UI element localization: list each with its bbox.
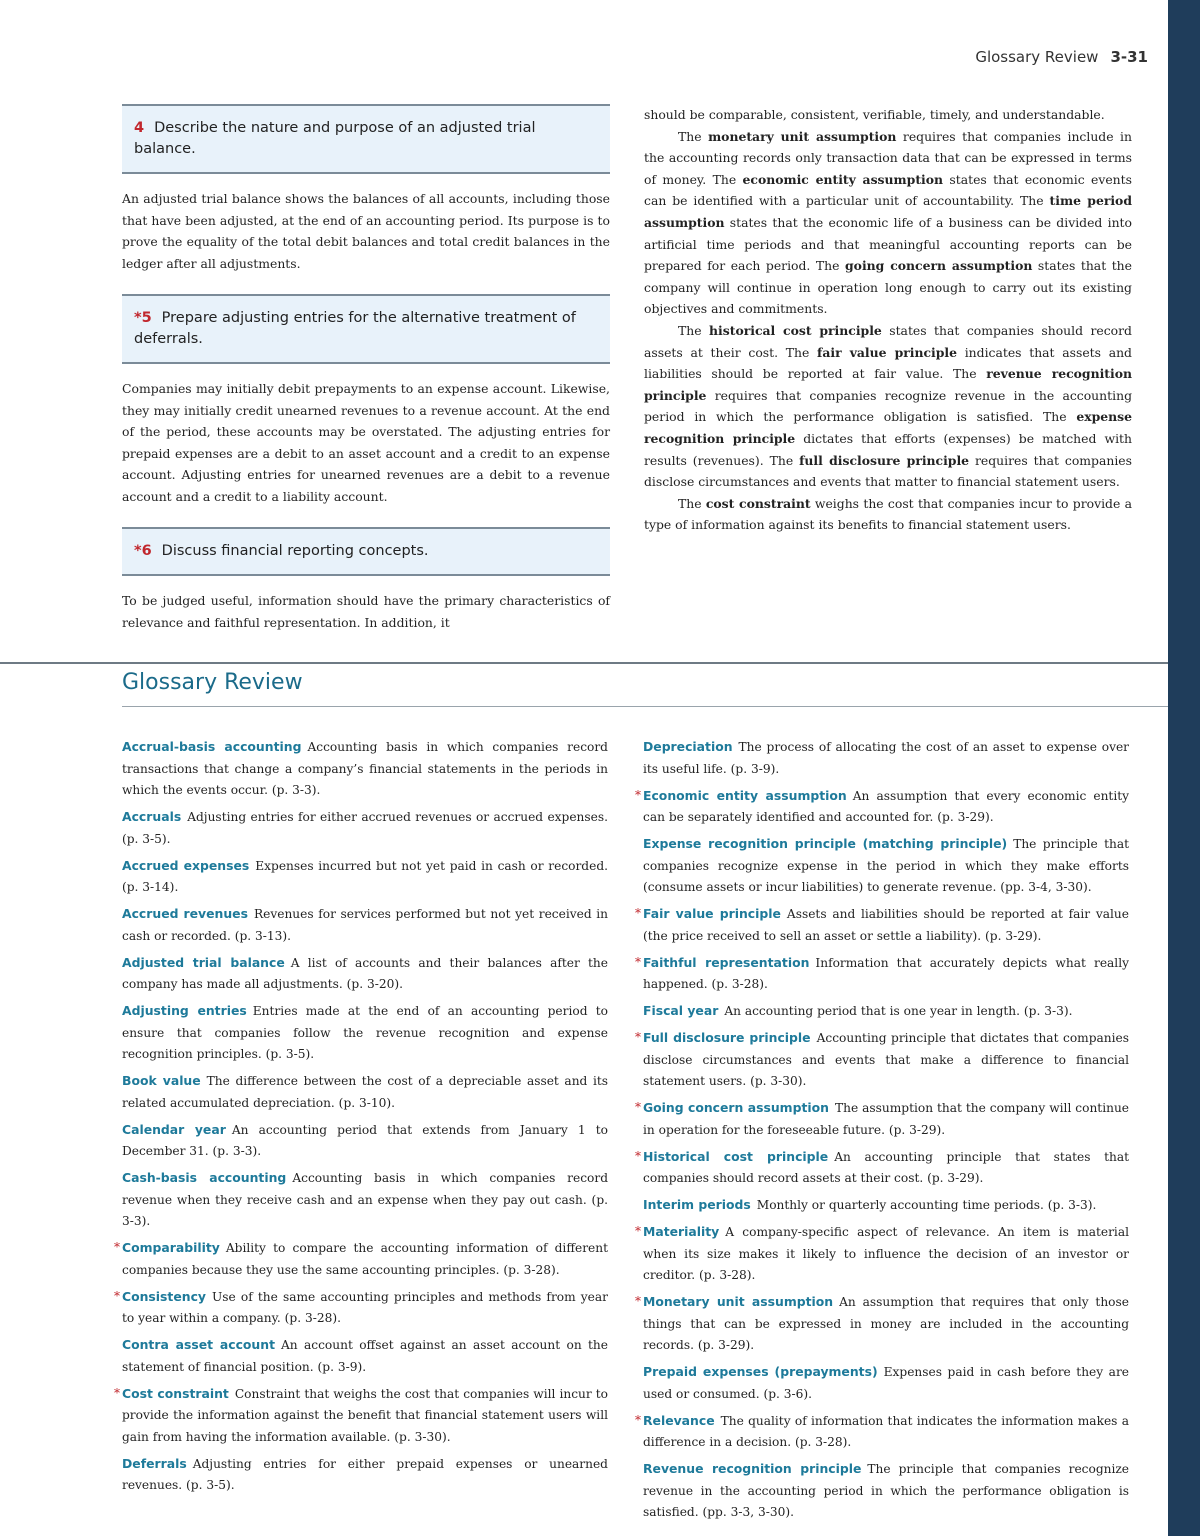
glossary-entry <box>643 1361 1129 1405</box>
glossary-entry <box>643 1000 1129 1023</box>
glossary-left-column <box>114 736 609 1501</box>
asterisk-marker: * <box>635 1294 641 1308</box>
glossary-term: Faithful representation <box>643 954 810 970</box>
glossary-definition: An assumption that requires that only those things that can be expressed in money are included in the accounting records. (p. 3-29). <box>643 1295 1129 1352</box>
objective-number: *5 <box>134 310 152 326</box>
header-title: Glossary Review <box>975 48 1099 66</box>
objective-title: Describe the nature and purpose of an adjusted trial balance. <box>134 120 536 157</box>
glossary-definition: Constraint that weighs the cost that companies will incur to provide the information against the benefit that financial statement users will gain from having the information available. (p. 3-30). <box>122 1386 608 1444</box>
glossary-definition: The difference between the cost of a depreciable asset and its related accumulated depreciation. (p. 3-10). <box>122 1074 609 1110</box>
glossary-definition: Assets and liabilities should be reported at fair value (the price received to sell an asset or settle a liability). (p. 3-29). <box>643 907 1129 943</box>
glossary-term: Consistency <box>122 1288 206 1304</box>
page-number: 3-31 <box>1110 48 1148 66</box>
glossary-term: Cost constraint <box>122 1385 229 1401</box>
glossary-entry <box>635 1410 1129 1454</box>
objective-heading-5 <box>122 294 610 364</box>
asterisk-marker: * <box>635 1030 641 1044</box>
glossary-term: Revenue recognition principle <box>643 1461 862 1476</box>
glossary-term: Accruals <box>122 809 182 824</box>
glossary-term: Monetary unit assumption <box>643 1294 834 1309</box>
glossary-entry <box>122 903 608 947</box>
glossary-entry <box>635 1097 1130 1141</box>
asterisk-marker: * <box>114 1385 120 1400</box>
key-term: cost constraint <box>705 495 811 511</box>
glossary-definition: An accounting period that extends from January 1 to December 31. (p. 3-3). <box>122 1122 608 1158</box>
objective-heading-4 <box>122 104 610 174</box>
glossary-term: Expense recognition principle (matching principle) <box>643 836 1008 851</box>
glossary-entry <box>635 1146 1129 1190</box>
glossary-term: Economic entity assumption <box>643 787 847 803</box>
glossary-term: Accrual-basis accounting <box>122 739 302 754</box>
objective-title: Discuss financial reporting concepts. <box>161 543 429 559</box>
asterisk-marker: * <box>114 1240 120 1254</box>
glossary-entry <box>643 736 1129 780</box>
glossary-entry <box>635 903 1129 947</box>
glossary-definition: Expenses paid in cash before they are used or consumed. (p. 3-6). <box>643 1365 1129 1401</box>
glossary-definition: A list of accounts and their balances after the company has made all adjustments. (p. 3-20). <box>122 955 608 991</box>
glossary-definition: Expenses incurred but not yet paid in cash or recorded. (p. 3-14). <box>122 858 608 894</box>
glossary-term: Interim periods <box>643 1197 751 1212</box>
objective-number: *6 <box>134 543 152 559</box>
glossary-definition: Adjusting entries for either prepaid expenses or unearned revenues. (p. 3-5). <box>122 1456 608 1492</box>
running-header <box>975 48 1148 66</box>
glossary-entry <box>114 1286 608 1330</box>
objective-summary-6: To be judged useful, information should have the primary characteristics of relevance and faithful representation. In addition, it <box>122 593 610 630</box>
asterisk-marker: * <box>635 1224 641 1238</box>
glossary-term: Accrued revenues <box>122 906 248 921</box>
asterisk-marker: * <box>114 1288 120 1303</box>
objective-number: 4 <box>134 120 145 136</box>
glossary-entry <box>122 1334 608 1378</box>
key-term: monetary unit assumption <box>708 128 897 144</box>
glossary-entry <box>122 1070 608 1114</box>
continuation-paragraph-3: The historical cost principle states that companies should record assets at their cost. The fair value principle indicates that assets and liabilities should be reported at fair value. The revenue recognition principle requires that companies recognize revenue in the accounting period in which the performance obligation is satisfied. The expense recognition principle dictates that efforts (expenses) be matched with results (revenues). The full disclosure principle requires that companies disclose circumstances and events that matter to financial statement users. <box>644 322 1133 490</box>
glossary-term: Fair value principle <box>643 906 781 921</box>
glossary-definition: Entries made at the end of an accounting period to ensure that companies follow the revenue recognition and expense recognition principles. (p. 3-5). <box>122 1004 608 1061</box>
glossary-definition: An assumption that every economic entity can be separately identified and accounted for. (p. 3-29). <box>643 788 1129 824</box>
glossary-definition: The quality of information that indicates the information makes a difference in a decision. (p. 3-28). <box>643 1413 1129 1449</box>
glossary-term: Adjusting entries <box>122 1003 247 1018</box>
glossary-term: Full disclosure principle <box>643 1030 811 1045</box>
asterisk-marker: * <box>635 1148 641 1163</box>
glossary-term: Book value <box>122 1073 201 1088</box>
glossary-definition: The process of allocating the cost of an asset to expense over its useful life. (p. 3-9). <box>643 740 1129 776</box>
glossary-definition: The principle that companies recognize expense in the period in which they make efforts (consume assets or incur liabilities) to generate revenue. (pp. 3-4, 3-30). <box>643 837 1129 894</box>
glossary-entry <box>122 736 608 802</box>
glossary-term: Contra asset account <box>122 1337 275 1352</box>
glossary-entry <box>122 1167 608 1233</box>
glossary-definition: Use of the same accounting principles and methods from year to year within a company. (p. 3-28). <box>122 1289 608 1325</box>
glossary-term: Prepaid expenses (prepayments) <box>643 1364 878 1379</box>
glossary-definition: Accounting principle that dictates that companies disclose circumstances and events that make a difference to financial statement users. (p. 3-30). <box>643 1031 1129 1088</box>
glossary-entry <box>635 785 1129 829</box>
section-divider <box>0 662 1168 664</box>
asterisk-marker: * <box>635 787 641 802</box>
glossary-entry <box>635 1221 1129 1287</box>
glossary-definition: Monthly or quarterly accounting time periods. (p. 3-3). <box>756 1198 1097 1212</box>
glossary-entry <box>122 1000 608 1066</box>
glossary-term: Adjusted trial balance <box>122 954 285 970</box>
glossary-term: Historical cost principle <box>643 1148 829 1164</box>
glossary-term: Depreciation <box>643 739 733 754</box>
continuation-column <box>644 104 1132 536</box>
glossary-definition: A company-specific aspect of relevance. An item is material when its size makes it likely to influence the decision of an investor or creditor. (p. 3-28). <box>643 1225 1129 1282</box>
glossary-definition: Adjusting entries for either accrued revenues or accrued expenses. (p. 3-5). <box>122 810 608 846</box>
glossary-term: Cash-basis accounting <box>122 1170 287 1185</box>
glossary-definition: Accounting basis in which companies record transactions that change a company’s financial statements in the periods in which the events occur. (p. 3-3). <box>122 740 608 797</box>
glossary-definition: Revenues for services performed but not yet received in cash or recorded. (p. 3-13). <box>122 907 608 943</box>
glossary-right-column <box>635 736 1130 1528</box>
glossary-entry <box>114 1237 608 1281</box>
glossary-entry <box>635 1291 1129 1357</box>
glossary-definition: The principle that companies recognize revenue in the accounting period in which the performance obligation is satisfied. (pp. 3-3, 3-30). <box>643 1462 1129 1519</box>
glossary-entry <box>122 855 608 899</box>
asterisk-marker: * <box>635 1100 641 1114</box>
glossary-definition: Information that accurately depicts what really happened. (p. 3-28). <box>643 955 1129 991</box>
glossary-definition: An accounting period that is one year in length. (p. 3-3). <box>724 1004 1073 1018</box>
asterisk-marker: * <box>635 1412 641 1427</box>
key-term: full disclosure principle <box>799 452 970 468</box>
asterisk-marker: * <box>635 906 641 920</box>
glossary-entry <box>122 806 608 850</box>
glossary-term: Fiscal year <box>643 1003 719 1018</box>
glossary-term: Materiality <box>643 1224 720 1239</box>
glossary-term: Calendar year <box>122 1121 226 1137</box>
objective-summary-4: An adjusted trial balance shows the balances of all accounts, including those that have been adjusted, at the end of an accounting period. Its purpose is to prove the equality of the total debit balances and total credit balances in the ledger after all adjustments. <box>122 191 610 271</box>
key-term: economic entity assumption <box>742 171 944 187</box>
continuation-paragraph-4: The cost constraint weighs the cost that companies incur to provide a type of information against its benefits to financial statement users. <box>644 495 1132 533</box>
glossary-entry <box>635 952 1129 996</box>
glossary-definition: An account offset against an asset account on the statement of financial position. (p. 3-9). <box>122 1338 608 1374</box>
right-edge-strip <box>1168 0 1200 1536</box>
glossary-entry <box>122 1119 608 1163</box>
continuation-paragraph-1: should be comparable, consistent, verifiable, timely, and understandable. <box>644 107 1105 122</box>
glossary-term: Going concern assumption <box>643 1100 829 1115</box>
glossary-title: Glossary Review <box>122 670 303 695</box>
glossary-entry <box>635 1027 1129 1093</box>
glossary-entry <box>122 952 608 996</box>
learning-objectives-column <box>122 104 610 653</box>
glossary-definition: An accounting principle that states that companies should record assets at their cost. (p. 3-29). <box>643 1149 1129 1185</box>
glossary-title-rule <box>122 706 1168 707</box>
key-term: fair value principle <box>817 344 957 360</box>
glossary-definition: Ability to compare the accounting information of different companies because they use the same accounting principles. (p. 3-28). <box>122 1241 608 1277</box>
objective-heading-6 <box>122 527 610 576</box>
glossary-entry <box>643 833 1129 899</box>
key-term: time period assumption <box>644 193 1132 230</box>
glossary-entry <box>643 1194 1129 1217</box>
key-term: revenue recognition principle <box>644 366 1133 403</box>
glossary-term: Accrued expenses <box>122 857 250 873</box>
key-term: historical cost principle <box>709 322 882 338</box>
glossary-term: Deferrals <box>122 1455 187 1471</box>
continuation-paragraph-2: The monetary unit assumption requires that companies include in the accounting records only transaction data that can be expressed in terms of money. The economic entity assumption states that economic events can be identified with a particular unit of accountability. The time period assumption states that the economic life of a business can be divided into artificial time periods and that meaningful accounting reports can be prepared for each period. The going concern assumption states that the company will continue in operation long enough to carry out its existing objectives and commitments. <box>644 128 1132 317</box>
key-term: going concern assumption <box>845 258 1033 274</box>
asterisk-marker: * <box>635 954 641 969</box>
objective-title: Prepare adjusting entries for the alternative treatment of deferrals. <box>134 310 576 347</box>
glossary-term: Comparability <box>122 1240 220 1255</box>
glossary-definition: Accounting basis in which companies record revenue when they receive cash and an expense when they pay out cash. (p. 3-3). <box>122 1171 609 1228</box>
glossary-entry <box>114 1383 608 1449</box>
objective-summary-5: Companies may initially debit prepayments to an expense account. Likewise, they may initially credit unearned revenues to a revenue account. At the end of the period, these accounts may be overstated. The adjusting entries for prepaid expenses are a debit to an asset account and a credit to an expense account. Adjusting entries for unearned revenues are a debit to a revenue account and a credit to a liability account. <box>122 381 610 504</box>
glossary-term: Relevance <box>643 1412 715 1428</box>
glossary-definition: The assumption that the company will continue in operation for the foreseeable future. (p. 3-29). <box>643 1101 1130 1137</box>
glossary-entry <box>122 1453 608 1497</box>
glossary-entry <box>643 1458 1129 1524</box>
key-term: expense recognition principle <box>644 409 1132 446</box>
